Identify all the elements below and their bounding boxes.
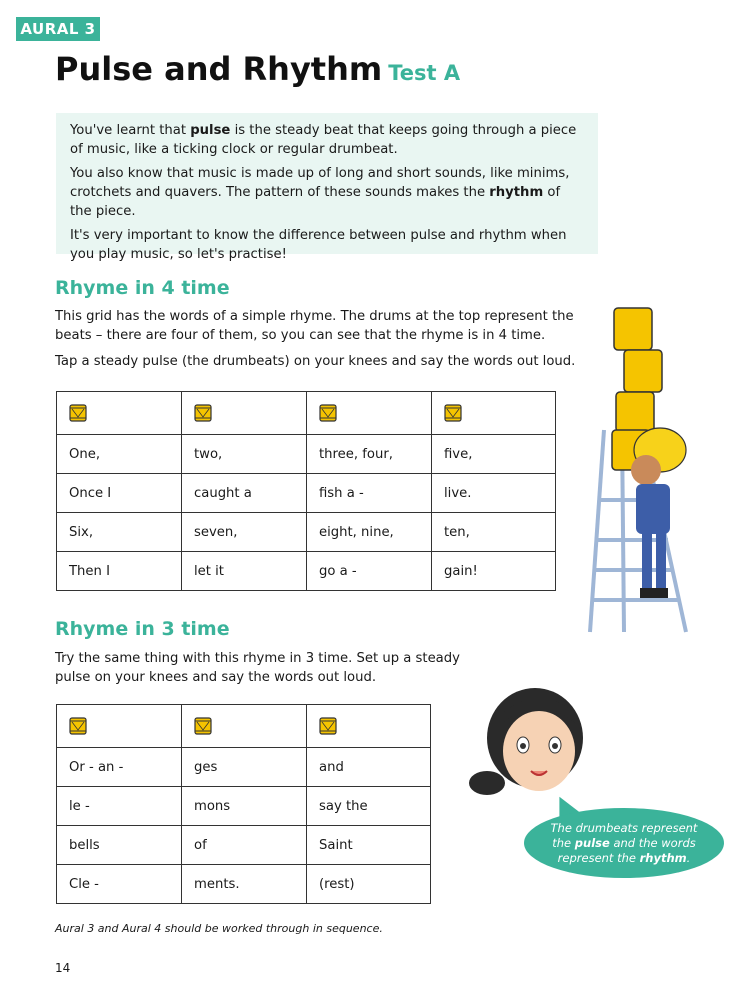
speech-bubble xyxy=(524,808,724,878)
table-cell: two, xyxy=(182,435,307,474)
drum-icon xyxy=(194,719,212,734)
drum-icon xyxy=(194,406,212,421)
page-number: 14 xyxy=(55,961,71,975)
intro-box xyxy=(56,113,598,262)
drum-icon xyxy=(444,406,462,421)
bubble-text-e: . xyxy=(686,850,691,865)
intro-p1-bold: pulse xyxy=(190,123,231,138)
intro-p2-text-a: You also know that music is made up of long and short sounds, like minims, crotchets and quavers. The pattern of these sounds makes the xyxy=(70,166,570,200)
table-cell: Or - an - xyxy=(57,748,182,787)
table-row xyxy=(57,787,431,826)
bubble-bold-rhythm: rhythm xyxy=(639,850,687,865)
drum-cell xyxy=(182,392,307,435)
drum-icon xyxy=(69,406,87,421)
table-cell: seven, xyxy=(182,513,307,552)
footnote: Aural 3 and Aural 4 should be worked through in sequence. xyxy=(55,922,383,935)
table-cell: ments. xyxy=(182,865,307,904)
table-row xyxy=(57,865,431,904)
section1-paragraph-1: This grid has the words of a simple rhyme. The drums at the top represent the beats – there are four of them, so you can see that the rhyme is in 4 time. xyxy=(55,309,574,343)
table-cell: fish a - xyxy=(307,474,432,513)
table-cell: mons xyxy=(182,787,307,826)
girl-illustration xyxy=(445,683,585,803)
drum-icon xyxy=(319,719,337,734)
table-cell: Then I xyxy=(57,552,182,591)
table-cell: eight, nine, xyxy=(307,513,432,552)
drum-cell xyxy=(182,705,307,748)
drum-cell xyxy=(307,705,431,748)
table-cell: (rest) xyxy=(307,865,431,904)
page-title xyxy=(55,50,460,88)
table-cell: five, xyxy=(432,435,556,474)
drum-cell xyxy=(57,705,182,748)
table-cell: gain! xyxy=(432,552,556,591)
table-cell: of xyxy=(182,826,307,865)
table-cell: ten, xyxy=(432,513,556,552)
section2-paragraph-1: Try the same thing with this rhyme in 3 time. Set up a steady pulse on your knees and say the words out loud. xyxy=(55,651,460,685)
table-cell: caught a xyxy=(182,474,307,513)
drum-icon xyxy=(319,406,337,421)
intro-p2-text-c: of the piece. xyxy=(70,185,561,219)
table-row xyxy=(57,826,431,865)
speech-bubble-text xyxy=(546,821,702,866)
table-cell: let it xyxy=(182,552,307,591)
intro-paragraph-1 xyxy=(70,121,584,159)
intro-p2-bold: rhythm xyxy=(489,185,544,200)
section-badge: AURAL 3 xyxy=(16,17,100,41)
title-main: Pulse and Rhythm xyxy=(55,50,383,88)
bubble-text-a: The drumbeats represent the xyxy=(550,820,698,850)
drum-cell xyxy=(307,392,432,435)
table-row xyxy=(57,552,556,591)
table-cell: ges xyxy=(182,748,307,787)
intro-paragraph-2 xyxy=(70,164,584,221)
section-heading-4-time: Rhyme in 4 time xyxy=(55,277,230,299)
title-subtitle: Test A xyxy=(388,61,461,85)
table-cell: go a - xyxy=(307,552,432,591)
table-cell: Six, xyxy=(57,513,182,552)
drum-cell xyxy=(57,392,182,435)
table-row xyxy=(57,435,556,474)
table-cell: three, four, xyxy=(307,435,432,474)
rhyme-grid-4-time xyxy=(56,391,556,591)
table-cell: and xyxy=(307,748,431,787)
table-cell: le - xyxy=(57,787,182,826)
section-heading-3-time: Rhyme in 3 time xyxy=(55,618,230,640)
table-cell: bells xyxy=(57,826,182,865)
drum-header-row xyxy=(57,392,556,435)
table-cell: say the xyxy=(307,787,431,826)
intro-p1-text-c: is the steady beat that keeps going through a piece of music, like a ticking clock or regular drumbeat. xyxy=(70,123,577,157)
section1-paragraph-2: Tap a steady pulse (the drumbeats) on your knees and say the words out loud. xyxy=(55,354,576,369)
table-cell: live. xyxy=(432,474,556,513)
drum-cell xyxy=(432,392,556,435)
table-cell: Once I xyxy=(57,474,182,513)
table-row xyxy=(57,513,556,552)
drum-icon xyxy=(69,719,87,734)
drum-header-row xyxy=(57,705,431,748)
intro-paragraph-3: It's very important to know the difference between pulse and rhythm when you play music, so let's practise! xyxy=(70,228,567,262)
table-cell: One, xyxy=(57,435,182,474)
table-cell: Cle - xyxy=(57,865,182,904)
boy-on-ladder-illustration xyxy=(582,300,702,640)
table-row xyxy=(57,474,556,513)
table-row xyxy=(57,748,431,787)
bubble-bold-pulse: pulse xyxy=(574,835,610,850)
rhyme-grid-3-time xyxy=(56,704,431,904)
table-cell: Saint xyxy=(307,826,431,865)
bubble-text-c: and the words represent the xyxy=(557,835,696,865)
intro-p1-text-a: You've learnt that xyxy=(70,123,191,138)
